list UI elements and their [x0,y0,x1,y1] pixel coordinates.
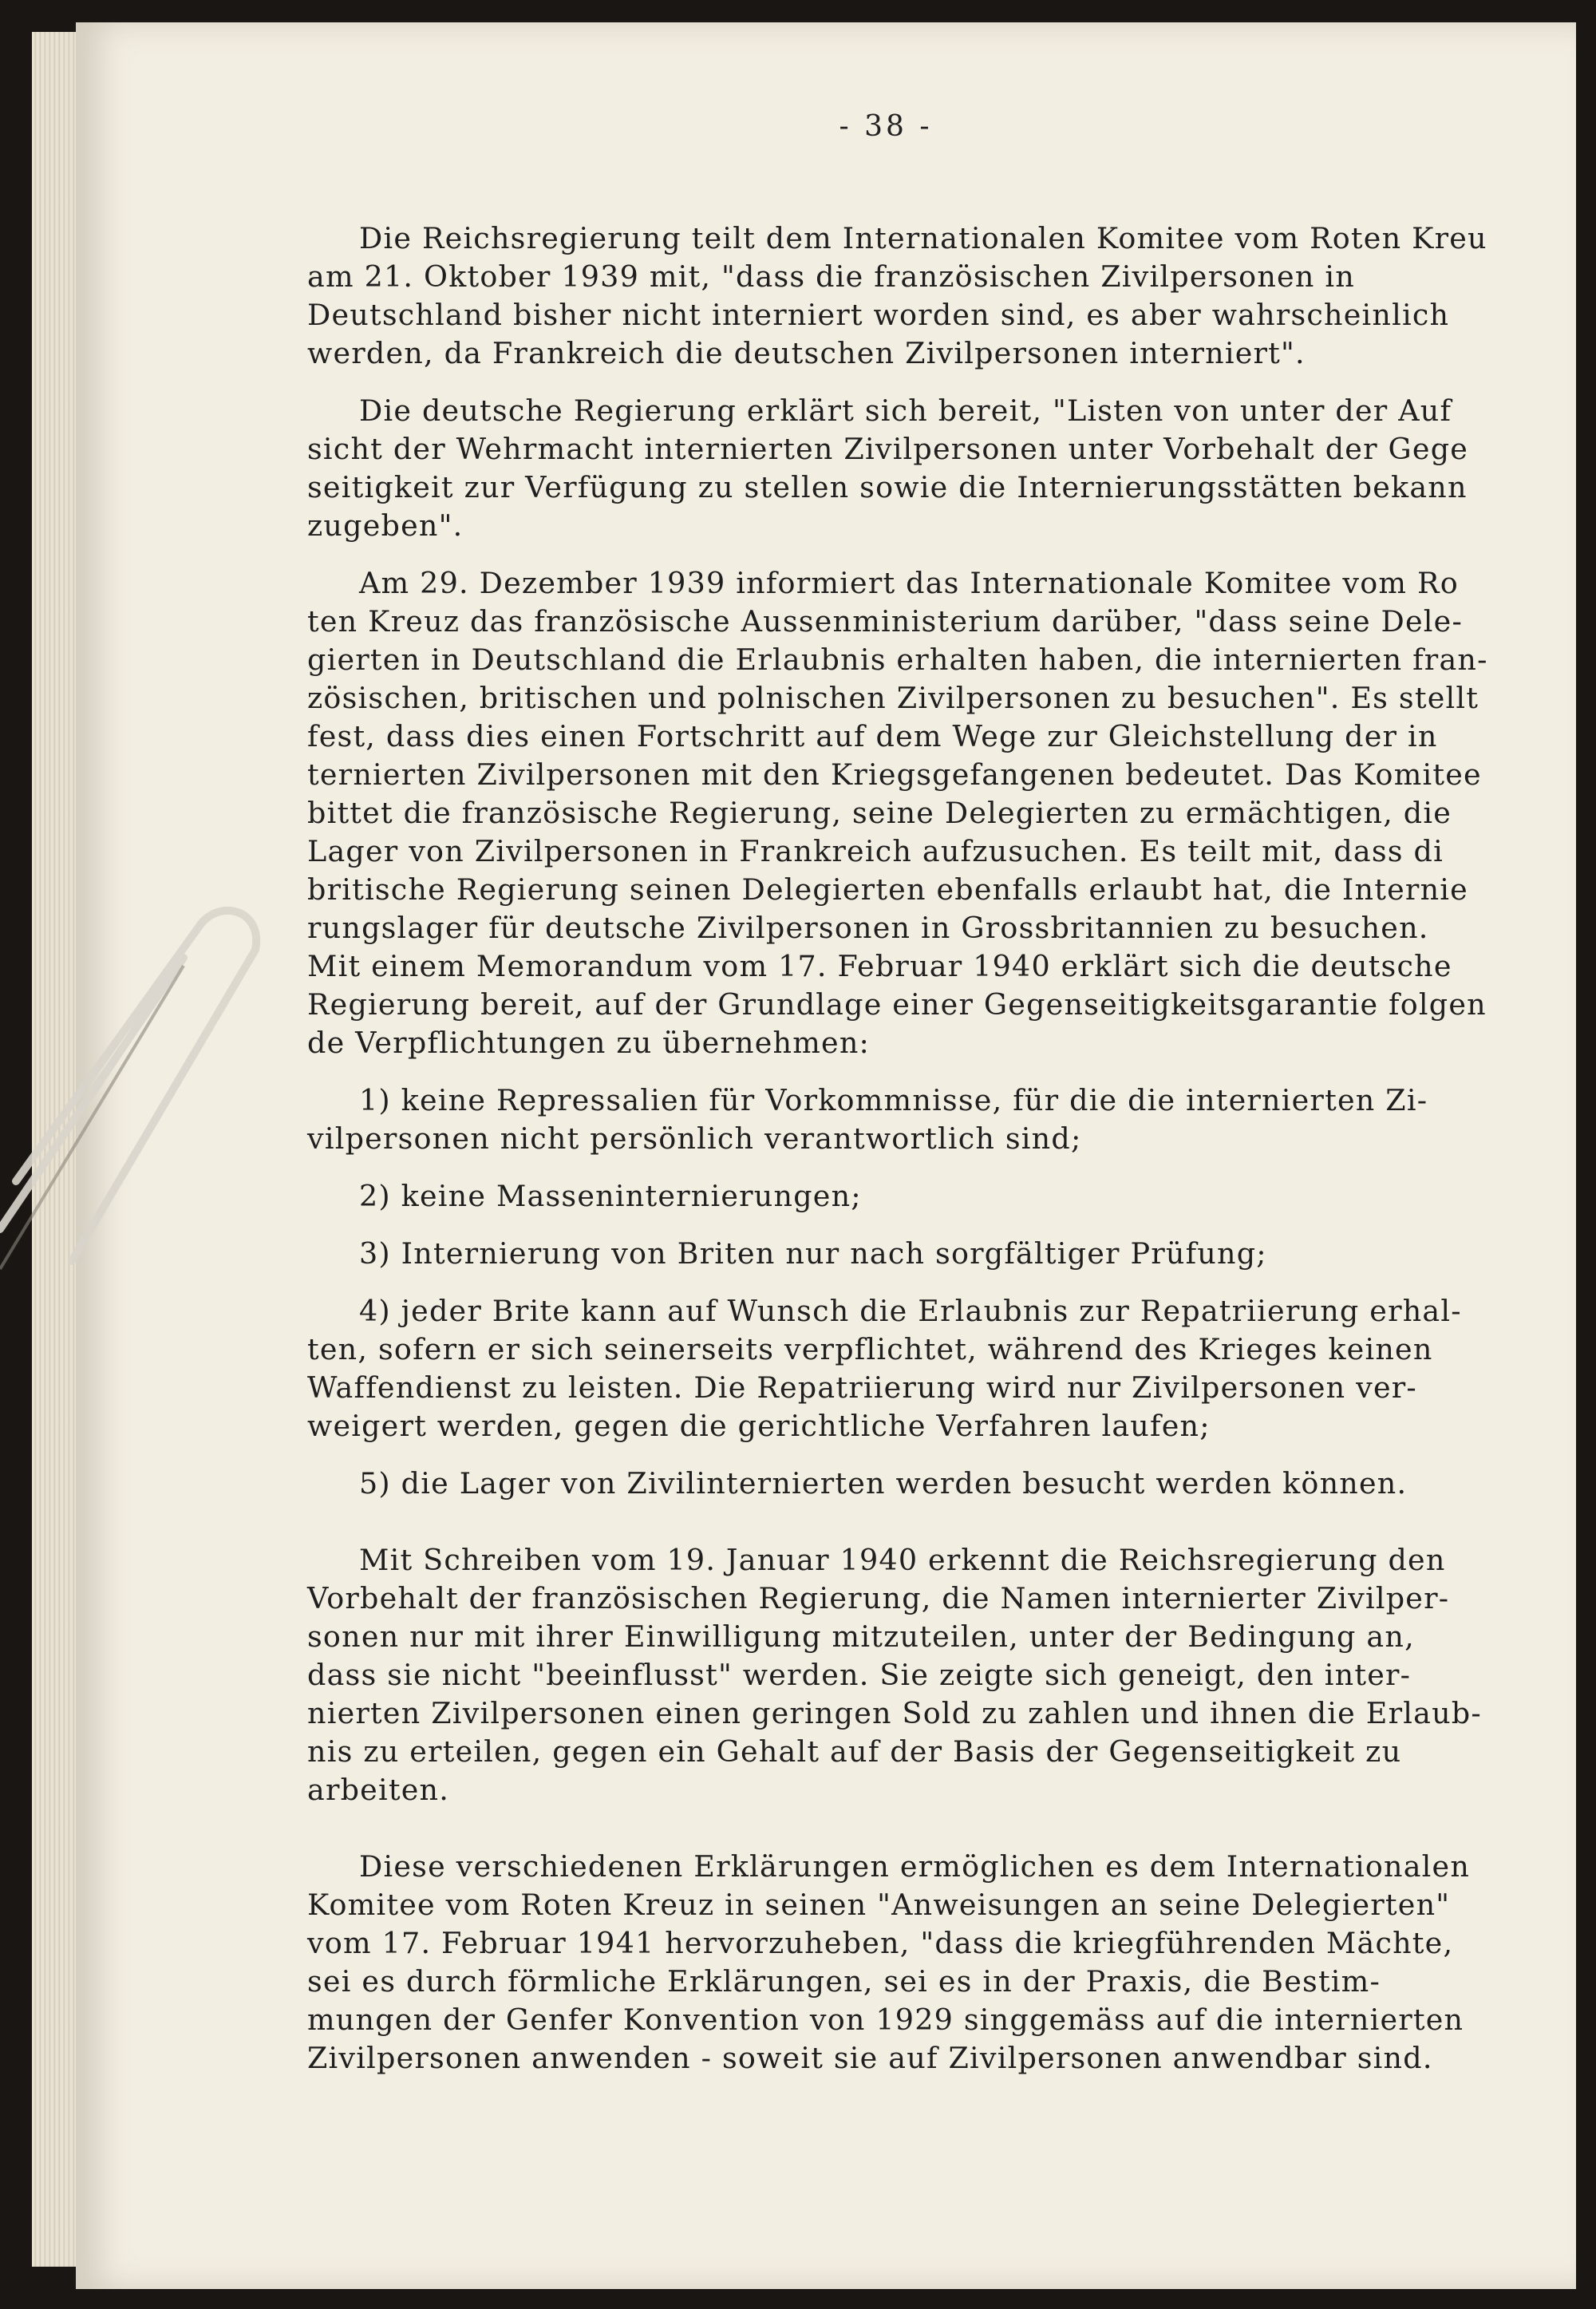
list-item [307,1177,1580,1216]
spacer [307,1522,1580,1541]
text-line: mungen der Genfer Konvention von 1929 singgemäss auf die internierten [307,2003,1464,2037]
text-line: werden, da Frankreich die deutschen Zivilpersonen interniert". [307,336,1306,370]
text-line: Die deutsche Regierung erklärt sich bereit, "Listen von unter der Auf [359,393,1452,428]
paragraph-1 [307,219,1580,373]
text-line: bittet die französische Regierung, seine Delegierten zu ermächtigen, die [307,796,1452,830]
text-line: Komitee vom Roten Kreuz in seinen "Anweisungen an seine Delegierten" [307,1888,1451,1922]
text-line: Mit einem Memorandum vom 17. Februar 1940 erklärt sich die deutsche [307,949,1452,983]
text-line: ternierten Zivilpersonen mit den Kriegsgefangenen bedeutet. Das Komitee [307,757,1482,792]
text-line: 4) jeder Brite kann auf Wunsch die Erlaubnis zur Repatriierung erhal- [359,1294,1462,1328]
list-item [307,1465,1580,1503]
text-line: weigert werden, gegen die gerichtliche Verfahren laufen; [307,1409,1211,1443]
text-line: fest, dass dies einen Fortschritt auf dem Wege zur Gleichstellung der in [307,719,1438,753]
text-line: zugeben". [307,508,464,543]
text-line: Die Reichsregierung teilt dem Internationalen Komitee vom Roten Kreu [359,221,1487,255]
document-body [307,219,1580,2097]
text-line: sonen nur mit ihrer Einwilligung mitzuteilen, unter der Bedingung an, [307,1619,1415,1654]
text-line: vilpersonen nicht persönlich verantwortlich sind; [307,1121,1082,1156]
text-line: Lager von Zivilpersonen in Frankreich aufzusuchen. Es teilt mit, dass di [307,834,1444,868]
text-line: Zivilpersonen anwenden - soweit sie auf Zivilpersonen anwendbar sind. [307,2041,1433,2075]
list-item [307,1292,1580,1445]
paragraph-3 [307,564,1580,1062]
text-line: Waffendienst zu leisten. Die Repatriierung wird nur Zivilpersonen ver- [307,1370,1417,1405]
page-number: - 38 - [839,110,933,143]
text-line: 3) Internierung von Briten nur nach sorgfältiger Prüfung; [359,1236,1267,1271]
text-line: sicht der Wehrmacht internierten Zivilpersonen unter Vorbehalt der Gege [307,432,1469,466]
spacer [307,1829,1580,1848]
paragraph-5 [307,1848,1580,2078]
text-line: Regierung bereit, auf der Grundlage einer Gegenseitigkeitsgarantie folgen [307,987,1487,1022]
text-line: Mit Schreiben vom 19. Januar 1940 erkennt die Reichsregierung den [359,1543,1446,1577]
text-line: arbeiten. [307,1773,450,1807]
text-line: 2) keine Masseninternierungen; [359,1179,862,1213]
text-line: 1) keine Repressalien für Vorkommnisse, für die die internierten Zi- [359,1083,1428,1117]
list-item [307,1081,1580,1158]
paper-clip-icon [0,894,287,1309]
paragraph-4 [307,1541,1580,1809]
text-line: rungslager für deutsche Zivilpersonen in Grossbritannien zu besuchen. [307,911,1429,945]
obligations-list [307,1081,1580,1503]
text-line: Deutschland bisher nicht interniert worden sind, es aber wahrscheinlich [307,298,1450,332]
text-line: nierten Zivilpersonen einen geringen Sold zu zahlen und ihnen die Erlaub- [307,1696,1482,1730]
text-line: sei es durch förmliche Erklärungen, sei es in der Praxis, die Bestim- [307,1964,1381,1999]
text-line: ten Kreuz das französische Aussenministerium darüber, "dass seine Dele- [307,604,1464,639]
text-line: gierten in Deutschland die Erlaubnis erhalten haben, die internierten fran- [307,642,1488,677]
paragraph-2 [307,392,1580,545]
text-line: vom 17. Februar 1941 hervorzuheben, "dass die kriegführenden Mächte, [307,1926,1454,1960]
text-line: dass sie nicht "beeinflusst" werden. Sie zeigte sich geneigt, den inter- [307,1658,1412,1692]
text-line: Diese verschiedenen Erklärungen ermöglichen es dem Internationalen [359,1849,1471,1884]
text-line: seitigkeit zur Verfügung zu stellen sowie die Internierungsstätten bekann [307,470,1468,504]
text-line: Vorbehalt der französischen Regierung, die Namen internierter Zivilper- [307,1581,1450,1615]
text-line: am 21. Oktober 1939 mit, "dass die französischen Zivilpersonen in [307,259,1355,294]
text-line: 5) die Lager von Zivilinternierten werden besucht werden können. [359,1466,1408,1500]
text-line: nis zu erteilen, gegen ein Gehalt auf der Basis der Gegenseitigkeit zu [307,1734,1402,1769]
text-line: de Verpflichtungen zu übernehmen: [307,1026,871,1060]
list-item [307,1235,1580,1273]
text-line: zösischen, britischen und polnischen Zivilpersonen zu besuchen". Es stellt [307,681,1479,715]
text-line: ten, sofern er sich seinerseits verpflichtet, während des Krieges keinen [307,1332,1433,1366]
text-line: Am 29. Dezember 1939 informiert das Internationale Komitee vom Ro [359,566,1459,600]
text-line: britische Regierung seinen Delegierten ebenfalls erlaubt hat, die Internie [307,872,1468,907]
